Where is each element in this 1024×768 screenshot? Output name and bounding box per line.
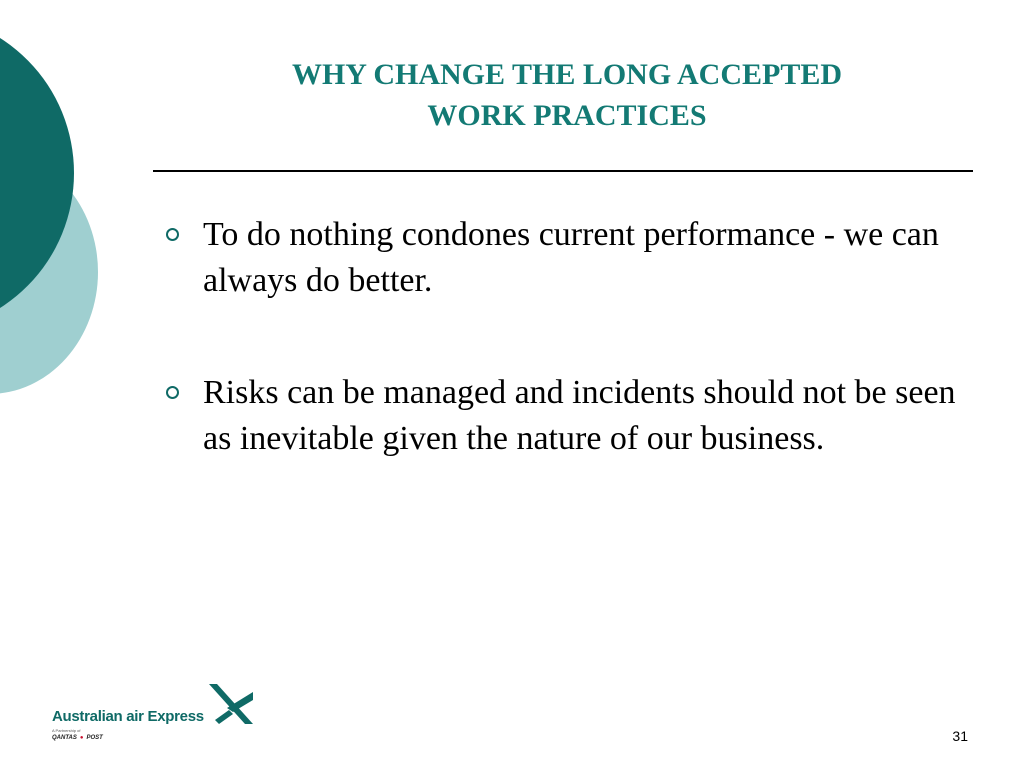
logo-x-mark-icon	[207, 680, 255, 726]
partner-post: POST	[86, 735, 103, 741]
partner-separator-icon: ●	[79, 735, 84, 741]
bullet-list	[160, 212, 960, 528]
company-logo	[52, 680, 262, 750]
hollow-circle-bullet-icon	[166, 228, 179, 241]
bullet-text: Risks can be managed and incidents should not be seen as inevitable given the nature of our business.	[203, 374, 956, 457]
logo-tagline: A Partnership of	[52, 728, 81, 733]
page-number: 31	[952, 728, 968, 744]
slide-title-line-2: WORK PRACTICES	[427, 99, 707, 132]
hollow-circle-bullet-icon	[166, 386, 179, 399]
logo-partners	[52, 735, 103, 741]
logo-wordmark: Australian air Express	[52, 708, 204, 725]
bullet-text: To do nothing condones current performance - we can always do better.	[203, 216, 939, 299]
partner-qantas: QANTAS	[52, 735, 77, 741]
title-divider	[153, 170, 973, 172]
bullet-item	[160, 370, 960, 462]
slide-title	[160, 54, 974, 136]
bullet-item	[160, 212, 960, 304]
slide-title-line-1: WHY CHANGE THE LONG ACCEPTED	[291, 58, 843, 91]
